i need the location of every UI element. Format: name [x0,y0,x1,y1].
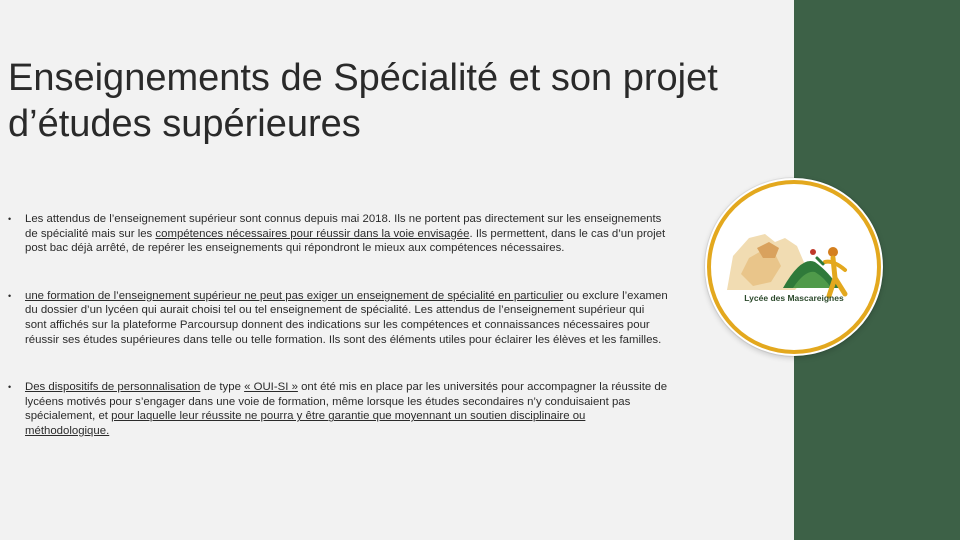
bullet-marker: • [8,290,12,301]
bullet-item [8,289,668,347]
bullet-marker: • [8,214,12,224]
logo-artwork [705,178,883,356]
bullet-3-ouisi-link: « OUI-SI » [244,381,298,394]
logo-wordmark: Lycée des Mascareignes [744,293,844,303]
bullet-1-text-end: . Ils permettent, dans le cas d’un projet post bac déjà arrêté, de repérer les enseignements qui répondront le mieux aux compétences nécessaires. [25,227,666,255]
bullet-1-text: Les attendus de l’enseignement supérieur sont connus depuis mai 2018. Ils ne portent pas directement sur les enseignements de spécialité mais sur les [25,213,662,240]
bullet-item [8,212,668,256]
bullet-3-text-mid: ont été mis en place par les universités pour accompagner la réussite de lycéens motivés pour s’engager dans une voie de formation, même lorsque les études secondaires n’y conduisaient pas spécialement, et [25,381,668,423]
bullet-list [8,212,668,439]
bullet-2-underlined: une formation de l’enseignement supérieur ne peut pas exiger un enseignement de spécialité en particulier [25,289,564,302]
bullet-1-underlined: compétences nécessaires pour réussir dans la voie envisagée [155,227,470,240]
school-logo [705,178,883,356]
slide-title: Enseignements de Spécialité et son projet d’études supérieures [8,57,718,145]
bullet-3-text: de type [200,381,245,394]
bullet-marker: • [8,382,12,393]
bullet-3-underlined: Des dispositifs de personnalisation [25,381,201,394]
bullet-item [8,380,668,438]
bullet-3-underlined-end: pour laquelle leur réussite ne pourra y être garantie que moyennant un soutien disciplinaire ou méthodologique. [25,410,586,437]
bullet-2-text: ou exclure l’examen du dossier d’un lycéen qui aurait choisi tel ou tel enseignement de spécialité. Les attendus de l’enseignement supérieur qui sont affichés sur la plateforme Parcoursup donnent des indications sur les compétences et connaissances nécessaires pour réussir ses études supérieures dans telle ou telle formation. Ils sont des éléments utiles pour éclairer les élèves et les familles. [25,289,668,346]
